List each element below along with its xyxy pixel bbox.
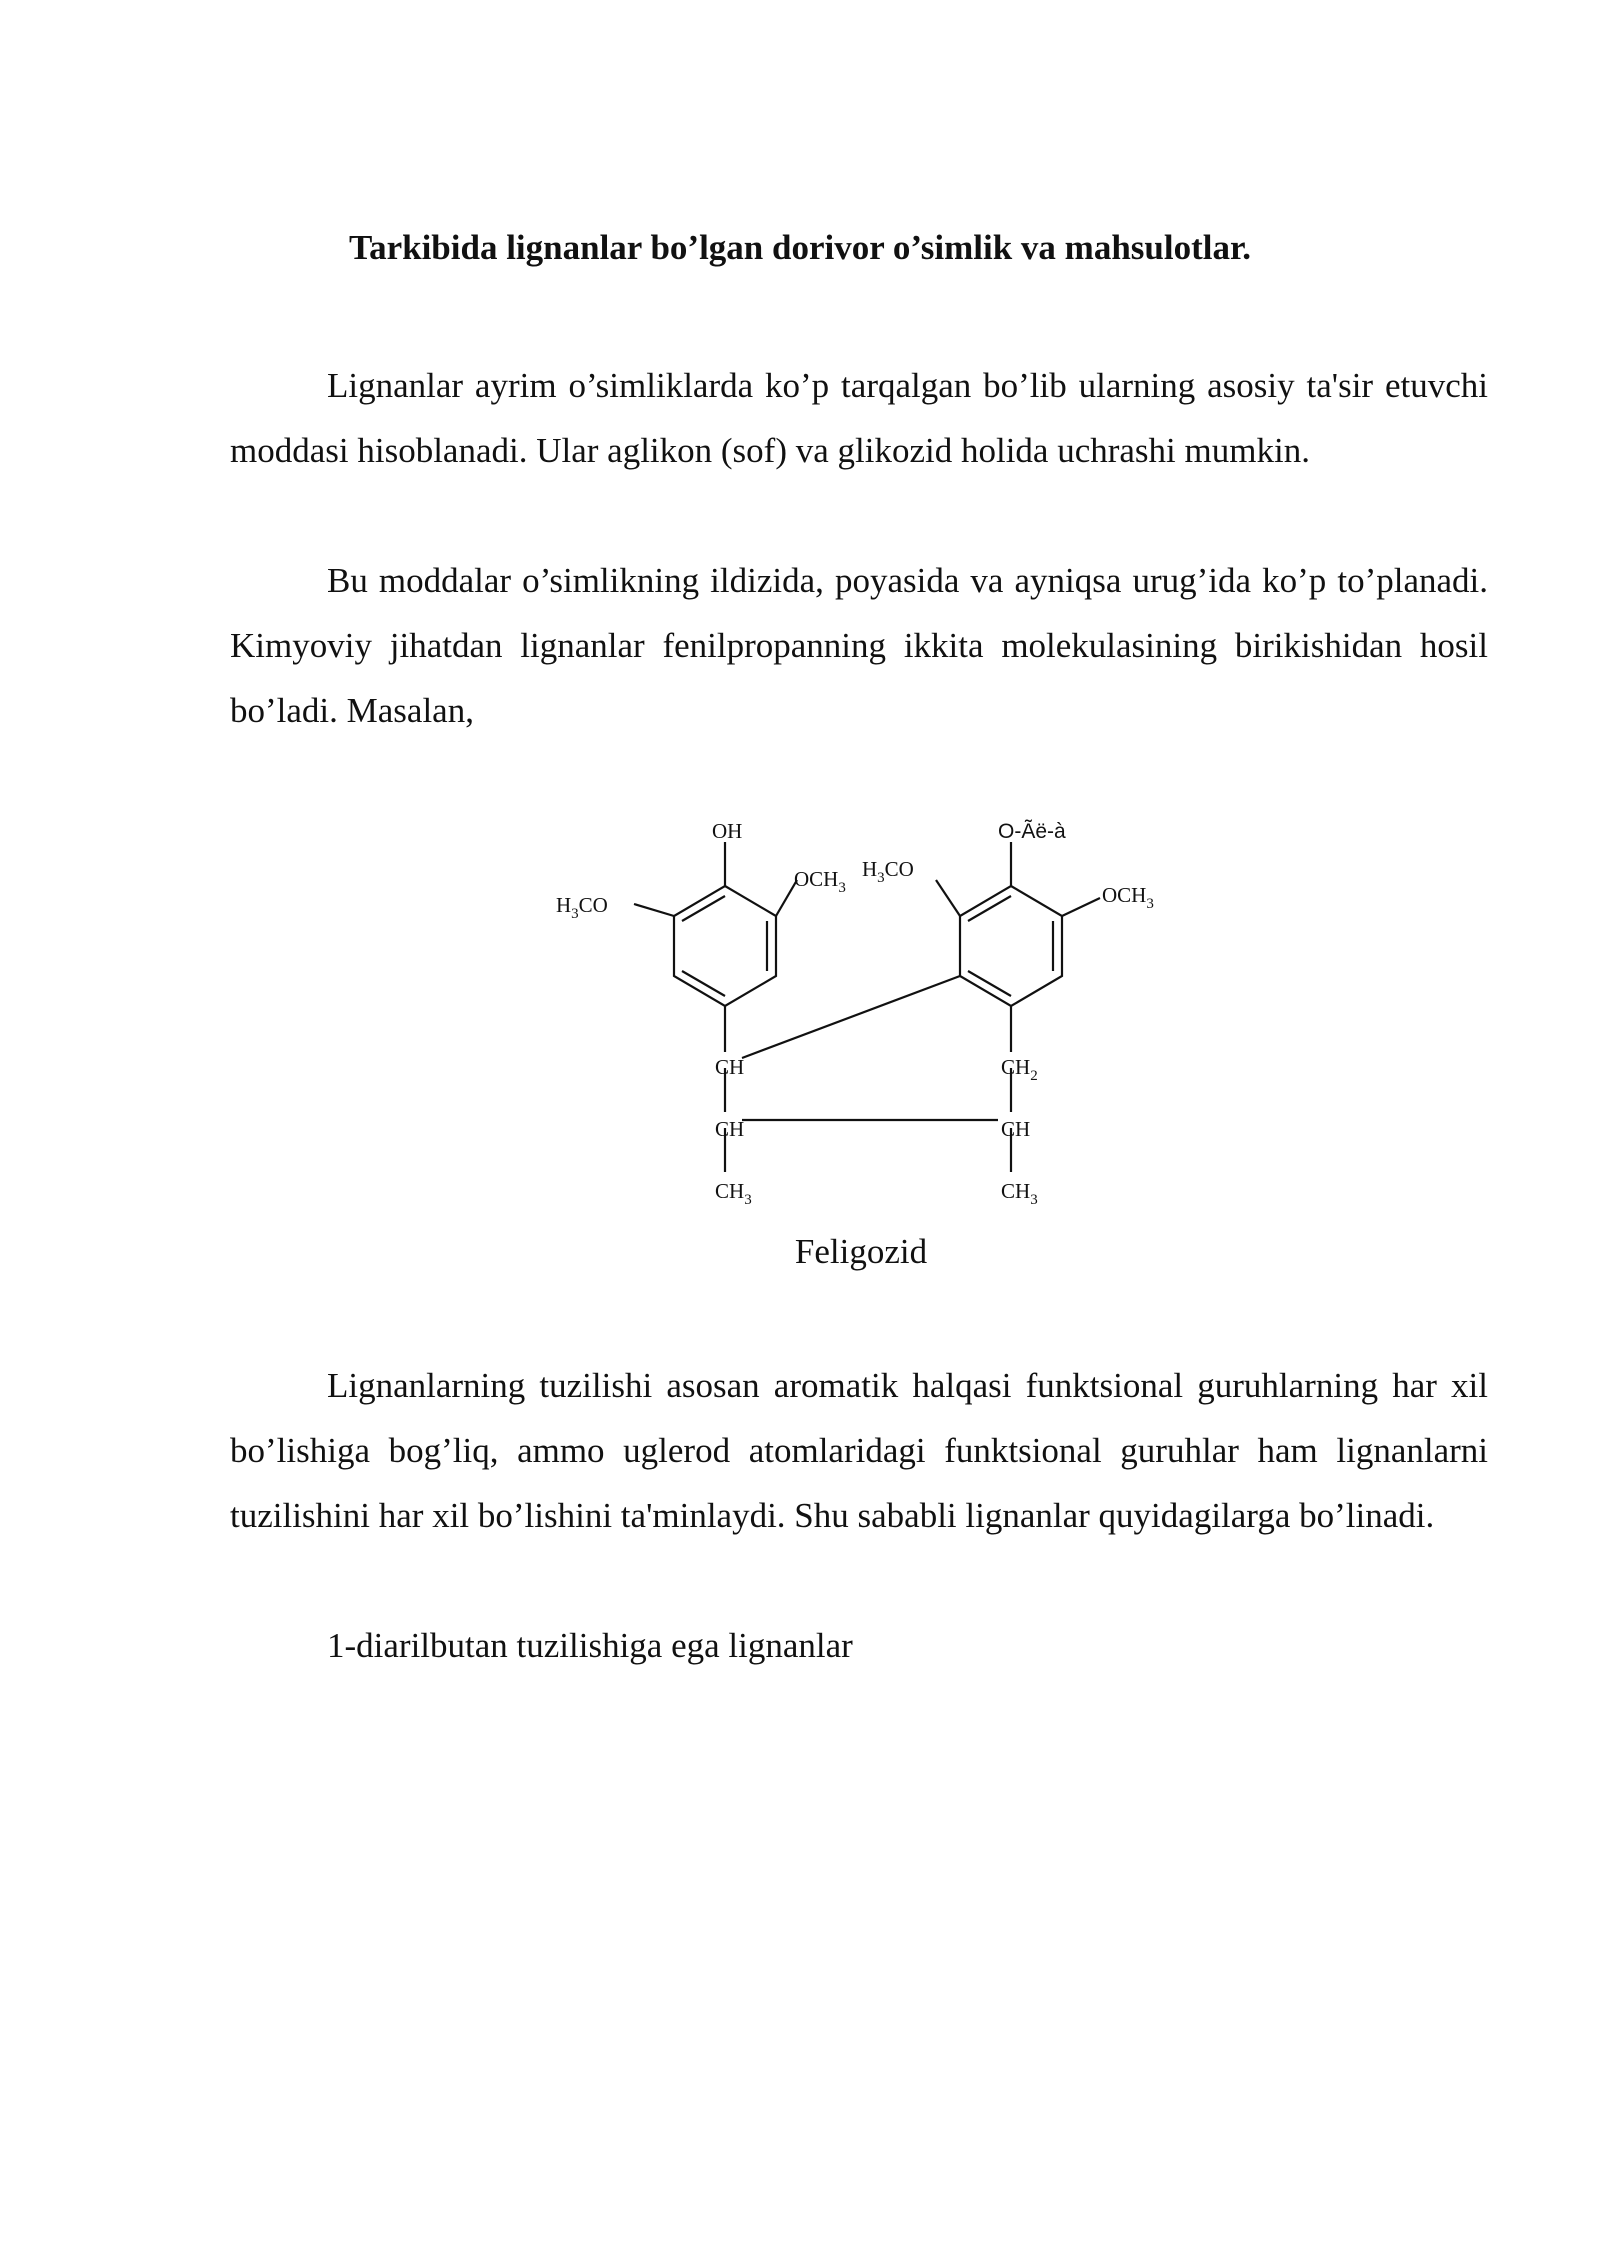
h3co-left-sub: 3 <box>571 906 579 922</box>
svg-text:CH2 <box>1001 1055 1038 1084</box>
svg-text:CH3 <box>715 1179 752 1208</box>
h3co-left-label: H <box>556 893 572 917</box>
feligozid-structure <box>540 800 1200 1220</box>
svg-text:H3CO <box>556 893 608 922</box>
h3co-left-co: CO <box>578 893 608 917</box>
chemical-structure-figure <box>540 800 1200 1220</box>
ch3-right-label: CH <box>1001 1179 1031 1203</box>
page-title: Tarkibida lignanlar bo’lgan dorivor o’simlik va mahsulotlar. <box>348 228 1252 267</box>
oh-label: OH <box>712 819 743 843</box>
paragraph-3: Lignanlarning tuzilishi asosan aromatik halqasi funktsional guruhlarning har xil bo’lishiga bog’liq, ammo uglerod atomlaridagi funktsional guruhlar ham lignanlarni tuzilishini har xil bo’lishini ta'minlaydi. Shu sababli lignanlar quyidagilarga bo’linadi. <box>230 1366 1488 1535</box>
ch-mid-left-label: CH <box>715 1117 745 1141</box>
ch2-right-sub: 2 <box>1030 1068 1038 1084</box>
svg-text:H3CO <box>862 857 914 886</box>
ch2-right-label: CH <box>1001 1055 1031 1079</box>
h3co-mid-sub: 3 <box>877 870 885 886</box>
right-benzene-ring <box>960 886 1062 1006</box>
svg-text:CH3 <box>1001 1179 1038 1208</box>
och3-left-ring-label: OCH <box>794 867 839 891</box>
och3-left-ring-sub: 3 <box>838 880 846 896</box>
svg-text:OCH3 <box>794 867 846 896</box>
o-sugar-label: O-Ãë-à <box>998 820 1066 843</box>
ch-mid-right-label: CH <box>1001 1117 1031 1141</box>
paragraph-1: Lignanlar ayrim o’simliklarda ko’p tarqalgan bo’lib ularning asosiy ta'sir etuvchi moddasi hisoblanadi. Ular aglikon (sof) va glikozid holida uchrashi mumkin. <box>230 366 1488 470</box>
svg-text:OCH3 <box>1102 883 1154 912</box>
figure-caption: Feligozid <box>794 1232 928 1271</box>
och3-right-label: OCH <box>1102 883 1147 907</box>
ch-top-left-label: CH <box>715 1055 745 1079</box>
ch3-right-sub: 3 <box>1030 1192 1038 1208</box>
ch3-left-sub: 3 <box>744 1192 752 1208</box>
ch3-left-label: CH <box>715 1179 745 1203</box>
left-benzene-ring <box>674 886 776 1006</box>
h3co-mid-label: H <box>862 857 878 881</box>
och3-right-sub: 3 <box>1146 896 1154 912</box>
paragraph-2: Bu moddalar o’simlikning ildizida, poyasida va ayniqsa urug’ida ko’p to’planadi. Kimyoviy jihatdan lignanlar fenilpropanning ikkita molekulasining birikishidan hosil bo’ladi. Masalan, <box>230 561 1488 730</box>
paragraph-4: 1-diarilbutan tuzilishiga ega lignanlar <box>327 1626 853 1665</box>
h3co-mid-co: CO <box>884 857 914 881</box>
